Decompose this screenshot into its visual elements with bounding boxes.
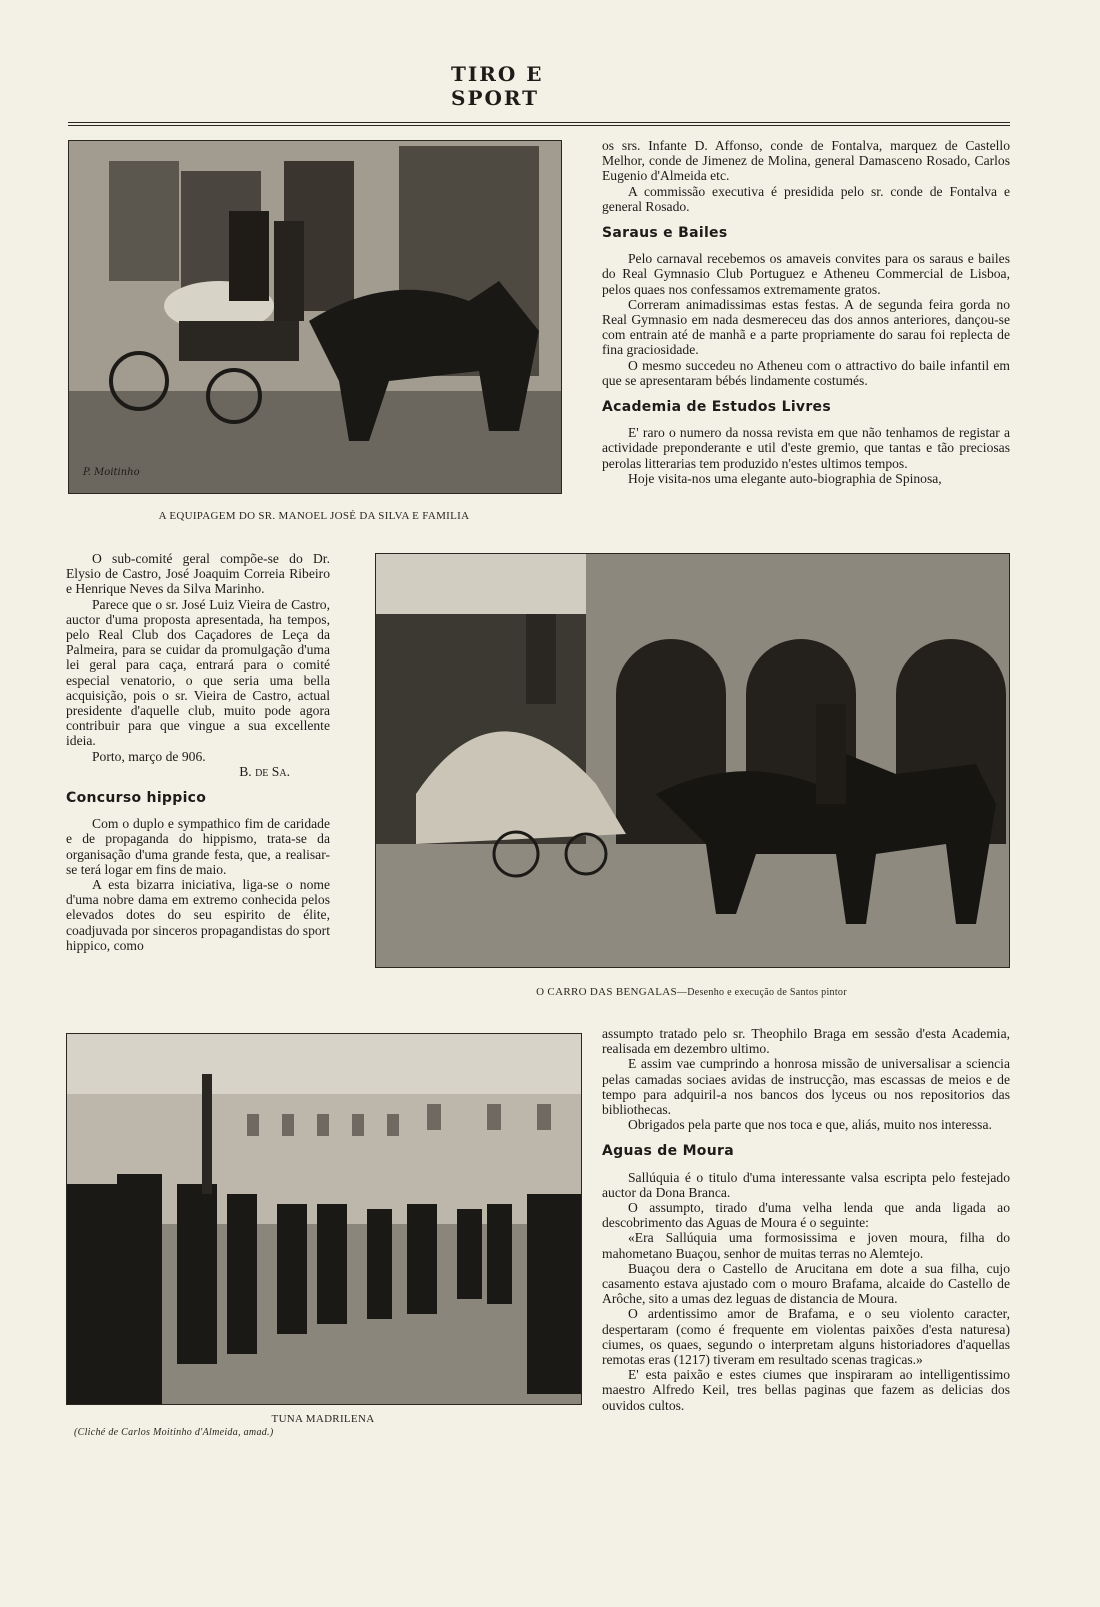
paragraph: Pelo carnaval recebemos os amaveis convites para os saraus e bailes do Real Gymnasio Club Portuguez e Atheneu Commercial de Lisboa, pelos quaes nos confessamos extremamente gratos. [602, 251, 1010, 297]
paragraph: E assim vae cumprindo a honrosa missão de universalisar a sciencia pelas camadas sociaes avidas de instrucção, mas escassas de meios e de tempo para adquiril-a nos bancos dos lyceus ou nos repositorios das bibliothecas. [602, 1056, 1010, 1118]
tuna-photo [66, 1033, 582, 1405]
tuna-caption-title: TUNA MADRILENA [271, 1413, 375, 1425]
paragraph: Parece que o sr. José Luiz Vieira de Castro, auctor d'uma proposta apresentada, ha tempos, pelo Real Club dos Caçadores de Leça da Palmeira, para se cuidar da promulgação d'uma lei geral para caça, entrará para o comité especial venatorio, o que seria uma bella acquisição, pois o sr. Vieira de Castro, actual presidente d'aquelle club, muito pode agora contribuir para que vingue a sua excellente ideia. [66, 596, 330, 749]
carriage-caption: A EQUIPAGEM DO SR. MANOEL JOSÉ DA SILVA E FAMILIA [158, 510, 470, 522]
paragraph: A commissão executiva é presidida pelo sr. conde de Fontalva e general Rosado. [602, 183, 1010, 214]
paragraph: E' raro o numero da nossa revista em que não tenhamos de registar a actividade preponderante e util d'este gremio, que tantas e tão preciosas perolas litterarias tem produzido n'estes ultimos tempos. [602, 425, 1010, 471]
header-rule [68, 122, 1010, 126]
paragraph: assumpto tratado pelo sr. Theophilo Braga em sessão d'esta Academia, realisada em dezembro ultimo. [602, 1026, 1010, 1057]
paragraph: Hoje visita-nos uma elegante auto-biographia de Spinosa, [628, 470, 942, 486]
carriage-photo [68, 140, 562, 494]
float-photo [375, 553, 1010, 968]
paragraph: A esta bizarra iniciativa, liga-se o nome d'uma nobre dama em extremo conhecida pelos elevados dotes do seu espirito de élite, coadjuvada por sinceros propagandistas do sport hippico, como [66, 877, 330, 953]
signature: B. de Sa. [239, 763, 290, 779]
masthead-title: TIRO E SPORT [445, 62, 635, 110]
paragraph: os srs. Infante D. Affonso, conde de Fontalva, marquez de Castello Melhor, conde de Jimenez de Molina, general Damasceno Rosado, Carlos Eugenio d'Almeida etc. [602, 138, 1010, 184]
right-bottom-column [602, 1026, 1010, 1413]
heading-academia: Academia de Estudos Livres [602, 399, 831, 416]
dateline: Porto, março de 906. [92, 748, 206, 764]
tuna-caption [66, 1413, 580, 1438]
paragraph: Buaçou dera o Castello de Arucitana em dote a sua filha, cujo casamento estava ajustado com o mouro Brafama, alcaide do Castello de Arôche, sito a umas dez leguas de distancia de Moura. [602, 1260, 1010, 1307]
paragraph: Com o duplo e sympathico fim de caridade e de propaganda do hippismo, trata-se da organisação d'uma grande festa, que, a realisar-se terá logar em fins de maio. [66, 816, 330, 877]
left-middle-column [66, 551, 330, 953]
paragraph: O sub-comité geral compõe-se do Dr. Elysio de Castro, José Joaquim Correia Ribeiro e Henrique Neves da Silva Marinho. [66, 551, 330, 597]
paragraph: O assumpto, tirado d'uma velha lenda que anda ligada ao descobrimento das Aguas de Moura é o seguinte: [602, 1200, 1010, 1231]
heading-aguas: Aguas de Moura [602, 1143, 734, 1160]
float-caption-title: O CARRO DAS BENGALAS [536, 986, 677, 998]
paragraph: Obrigados pela parte que nos toca e que, aliás, muito nos interessa. [628, 1117, 992, 1133]
right-top-column [602, 138, 1010, 486]
photo-signature: P. Moitinho [83, 467, 140, 478]
paragraph: Correram animadissimas estas festas. A de segunda feira gorda no Real Gymnasio em nada desmereceu das dos annos anteriores, dançou-se com entrain até de manhã e a parte propriamente do sarau foi replecta de fina graciosidade. [602, 296, 1010, 358]
paragraph: O ardentissimo amor de Brafama, e o seu violento caracter, despertaram (como é frequente em violentas paixões d'esta naturesa) ciumes, os quaes, segundo o interpretam alguns historiadores d'aquellas remotas eras (1217) tiveram em resultado scenas tragicas.» [602, 1306, 1010, 1368]
masthead [445, 62, 635, 110]
heading-saraus: Saraus e Bailes [602, 225, 728, 242]
paragraph: «Era Sallúquia uma formosissima e joven moura, filha do mahometano Buaçou, senhor de muitas terras no Alemtejo. [602, 1230, 1010, 1261]
tuna-caption-credit: (Cliché de Carlos Moitinho d'Almeida, amad.) [74, 1427, 274, 1438]
paragraph: Sallúquia é o titulo d'uma interessante valsa escripta pelo festejado auctor da Dona Branca. [602, 1169, 1010, 1200]
paragraph: E' esta paixão e estes ciumes que inspiraram ao intelligentissimo maestro Alfredo Keil, tres bellas paginas que fazem as delicias dos ouvidos cultos. [602, 1367, 1010, 1413]
float-caption-credit: —Desenho e execução de Santos pintor [676, 987, 847, 998]
float-caption [375, 986, 1008, 998]
paragraph: O mesmo succedeu no Atheneu com o attractivo do baile infantil em que se apresentaram bébés lindamente costumés. [602, 357, 1010, 388]
heading-concurso: Concurso hippico [66, 790, 207, 807]
